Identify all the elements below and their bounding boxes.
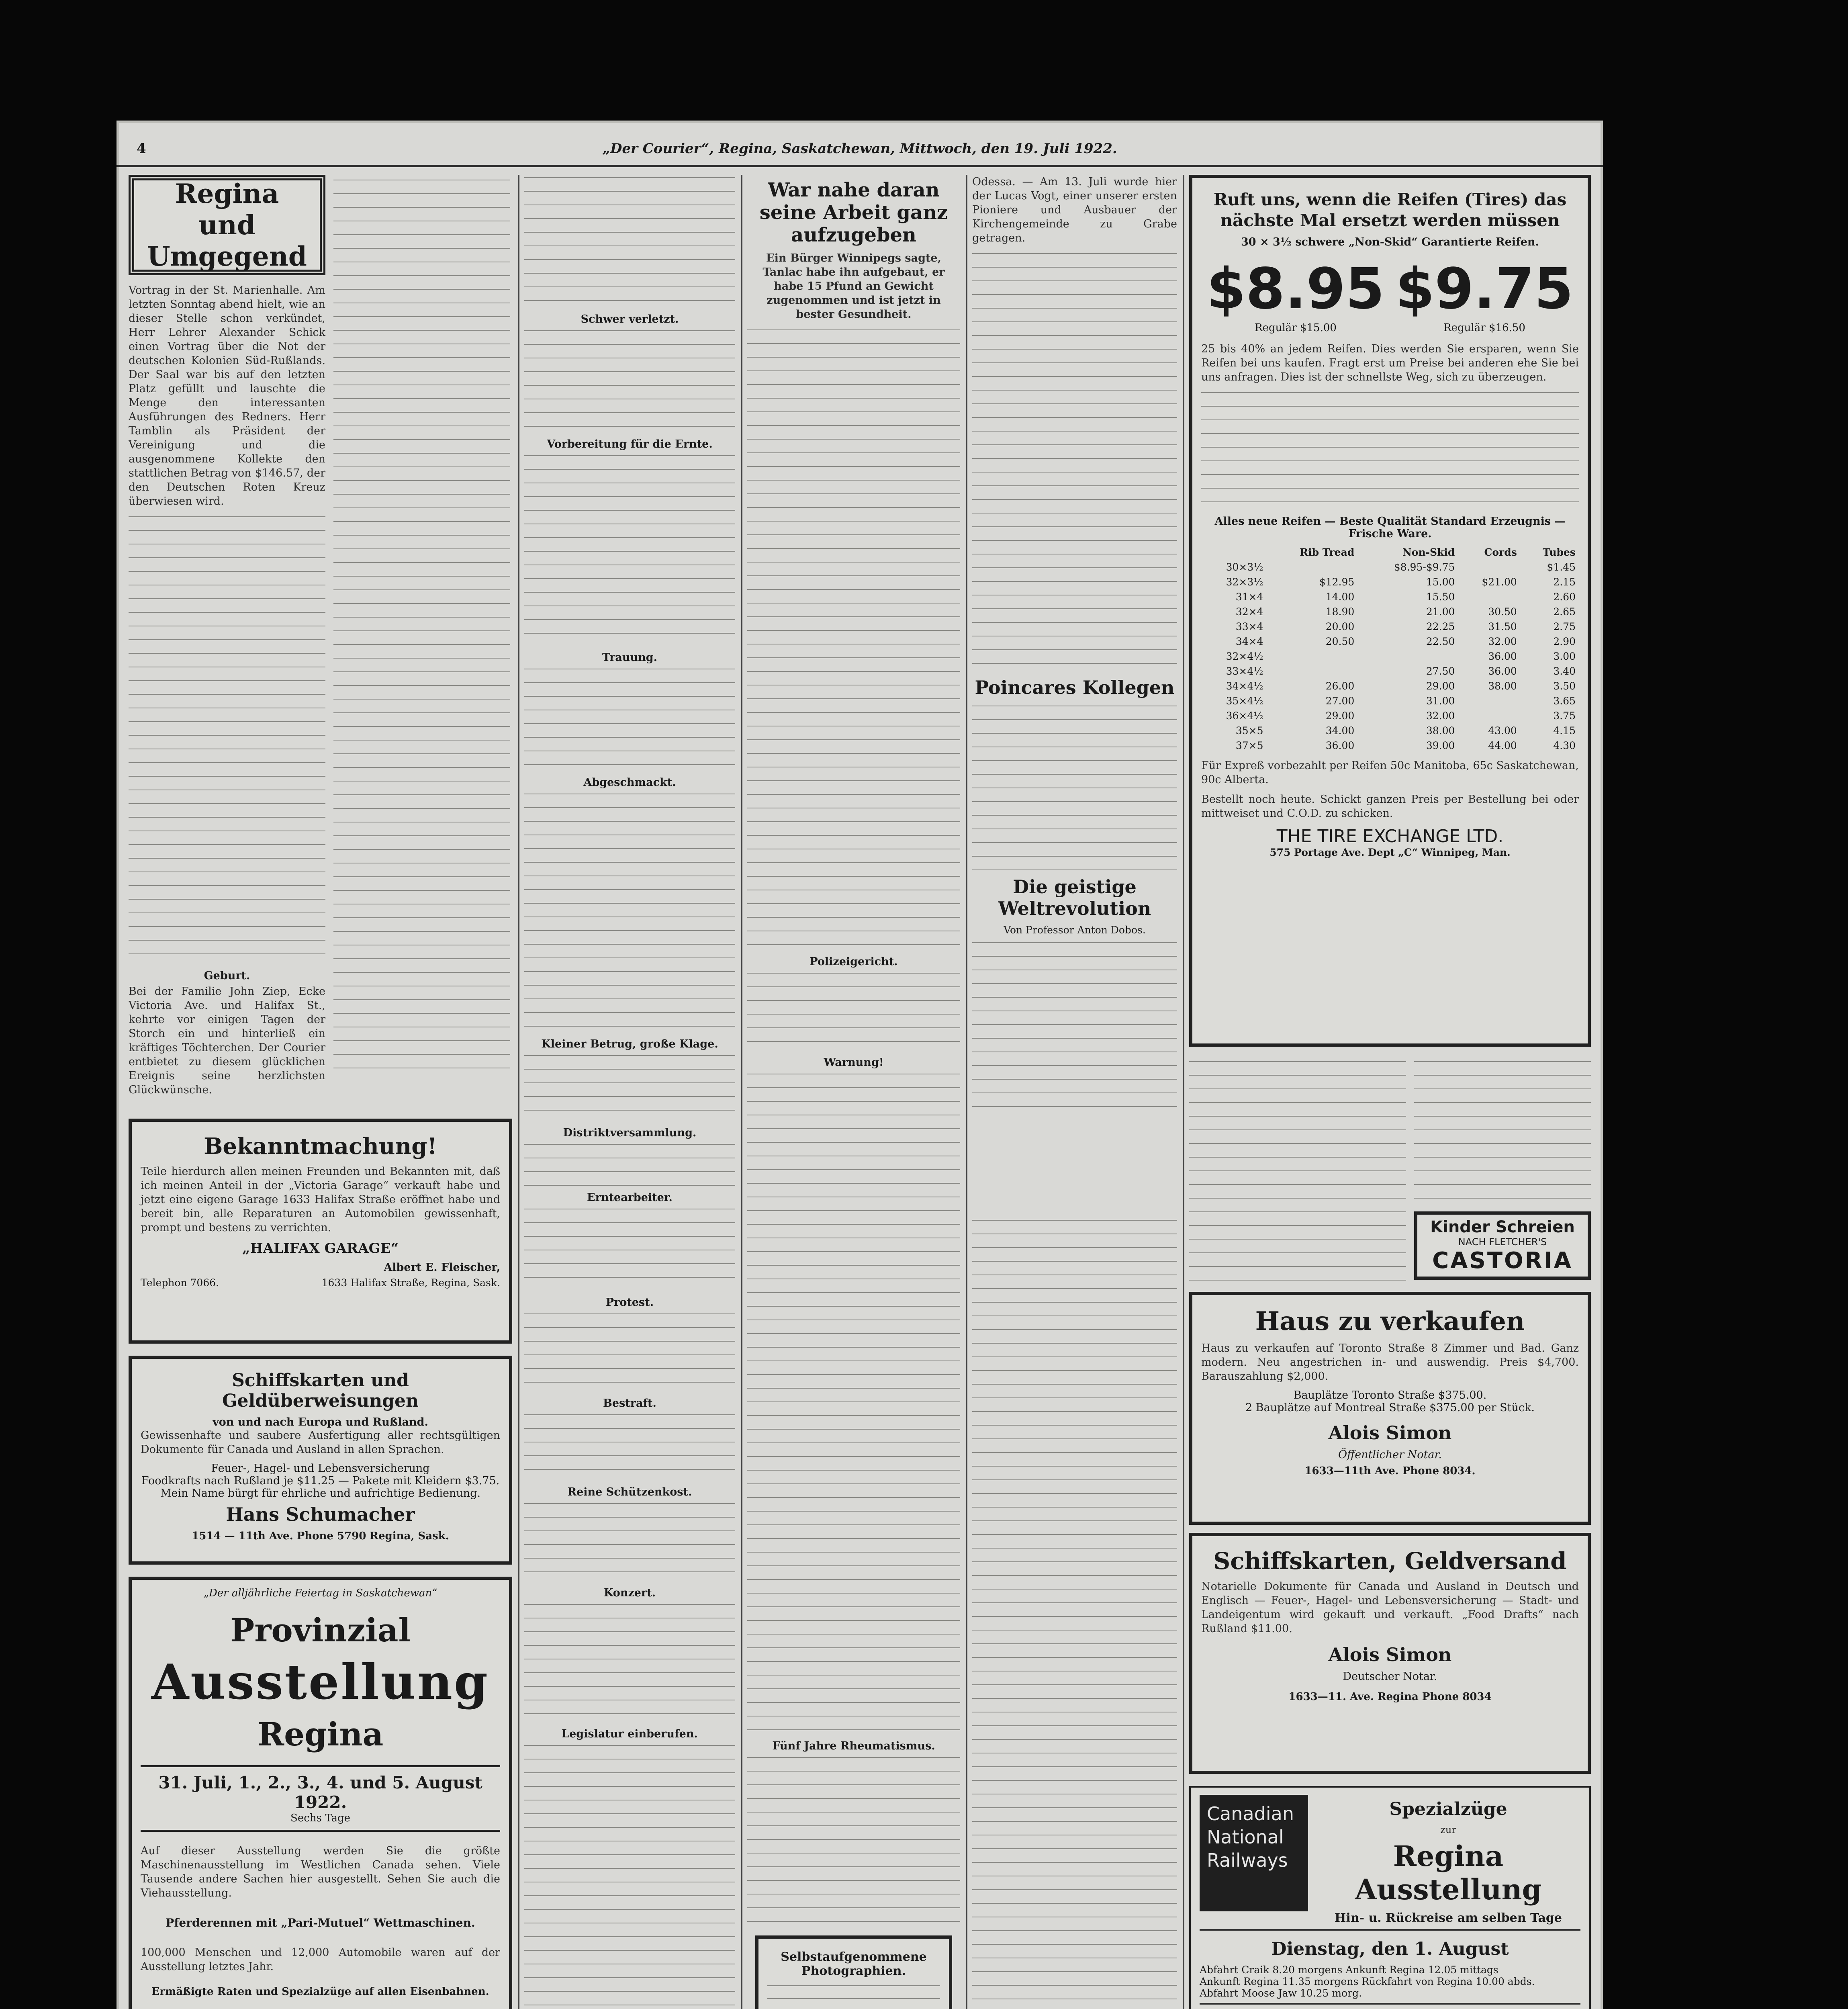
table-cell: 22.25 [1426,621,1455,632]
price-note: Regulär $15.00 [1255,322,1337,334]
ship-tickets-ad [129,1356,512,1565]
table-header-cell: Non-Skid [1402,546,1455,558]
table-cell: 38.00 [1488,680,1517,692]
article-heading: Konzert. [603,1587,656,1599]
table-cell: 2.60 [1553,591,1576,603]
ad-title: Schiffskarten, Geldversand [1213,1547,1567,1575]
table-row [1201,679,1579,694]
ad-title: Ausstellung [151,1654,489,1710]
ad-line: Foodkrafts nach Rußland je $11.25 — Pakete mit Kleidern $3.75. [141,1475,500,1487]
table-cell: 3.00 [1553,651,1576,662]
article-heading: Fünf Jahre Rheumatismus. [772,1740,935,1752]
ad-title: Bekanntmachung! [204,1133,437,1160]
ad-body: Notarielle Dokumente für Canada und Ausland in Deutsch und Englisch — Feuer-, Hagel- und Lebensversicherung — Stadt- und Landeigentum wird gekauft und verkauft. „Food Drafts“ nach Rußland $11.00. [1201,1580,1579,1635]
train-day-2 [1200,2003,1580,2009]
exhibition-ad [129,1577,512,2009]
ad-title: Regina [257,1715,384,1753]
masthead-bar [117,121,1603,167]
article-heading: Distriktversammlung. [563,1127,697,1139]
table-cell: 3.50 [1553,680,1576,692]
ad-subtitle: 30 × 3½ schwere „Non-Skid“ Garantierte Reifen. [1241,236,1539,248]
table-cell: 29.00 [1426,680,1455,692]
price-note: Regulär $16.50 [1443,322,1525,334]
table-cell: 31.00 [1426,695,1455,707]
newspaper-page [117,121,1603,2009]
table-cell: 22.50 [1426,636,1455,647]
table-cell: 36.00 [1488,651,1517,662]
ad-title: Schiffskarten und Geldüberweisungen [222,1370,419,1411]
section-heading: Regina und Umgegend [147,178,307,272]
table-cell: 33×4½ [1226,665,1263,677]
table-cell [1267,664,1358,679]
ad-address: 1633 Halifax Straße, Regina, Sask. [321,1277,500,1289]
ad-signature: Albert E. Fleischer, [384,1261,500,1274]
ad-line: Gewissenhafte und saubere Ausfertigung aller rechtsgültigen Dokumente für Canada und Ausland in allen Sprachen. [141,1429,500,1456]
tire-price-table [1201,545,1579,753]
ad-line: NACH FLETCHER'S [1458,1236,1547,1248]
article-headline: Die geistige Weltrevolution [998,876,1151,919]
ad-title: Selbstaufgenommene Photographien. [781,1950,927,1978]
table-cell: 31×4 [1235,591,1263,603]
table-row [1201,694,1579,708]
table-cell: 43.00 [1488,725,1517,736]
table-cell: 3.40 [1553,665,1576,677]
ad-footer: 1514 — 11th Ave. Phone 5790 Regina, Sask. [192,1530,449,1542]
column-1 [129,175,512,2009]
exhibition-days: Sechs Tage [290,1812,350,1824]
table-cell: 32×4 [1235,606,1263,618]
ad-body: Haus zu verkaufen auf Toronto Straße 8 Zimmer und Bad. Ganz modern. Neu angestrichen in- und auswendig. Preis $4,700. Barauszahlung $2,000. [1201,1342,1579,1383]
table-cell: 33×4 [1235,621,1263,632]
table-cell: 18.90 [1325,606,1355,618]
tire-exchange-ad [1189,175,1591,1047]
cnr-logo: Canadian National Railways [1200,1795,1308,1911]
schedule-line: Abfahrt Moose Jaw 10.25 morg. [1200,1987,1362,1999]
table-row [1201,589,1579,604]
table-cell: 44.00 [1488,740,1517,751]
table-cell: 4.30 [1553,740,1576,751]
table-header-cell: Cords [1484,546,1517,558]
ad-line: von und nach Europa und Rußland. [213,1416,428,1428]
company-name: THE TIRE EXCHANGE LTD. [1276,826,1504,847]
article-heading: Erntearbeiter. [587,1191,673,1204]
table-cell: 32.00 [1426,710,1455,722]
ad-phone: Telephon 7066. [141,1277,219,1289]
table-cell [1458,708,1520,723]
article-text-block [129,514,325,964]
masthead-title: „Der Courier“, Regina, Saskatchewan, Mittwoch, den 19. Juli 1922. [602,141,1117,157]
table-cell: $8.95-$9.75 [1394,561,1455,573]
company-address: 575 Portage Ave. Dept „C“ Winnipeg, Man. [1269,847,1511,858]
table-cell: 37×5 [1235,740,1263,751]
table-cell: 32.00 [1488,636,1517,647]
ad-body: Teile hierdurch allen meinen Freunden und Bekannten mit, daß ich meinen Anteil in der „Victoria Garage“ verkauft habe und jetzt eine eigene Garage 1633 Halifax Straße eröffnet habe und bereit bin, alle Reparaturen an Automobilen gewissenhaft, prompt und bestens zu verrichten. [141,1165,500,1234]
table-cell [1458,589,1520,604]
table-row [1201,560,1579,575]
article-byline: Von Professor Anton Dobos. [1004,924,1146,936]
table-cell: 29.00 [1325,710,1355,722]
ad-body: Auf dieser Ausstellung werden Sie die größte Maschinenausstellung im Westlichen Canada sehen. Viele Tausende andere Sachen hier ausgestellt. Sehen Sie auch die Viehausstellung. [141,1845,500,1899]
table-cell: 3.75 [1553,710,1576,722]
table-cell [1267,560,1358,575]
table-cell: 27.00 [1325,695,1355,707]
table-row [1201,575,1579,589]
article-heading: Polizeigericht. [810,955,898,968]
table-row [1201,634,1579,649]
article-heading: Abgeschmackt. [583,776,676,789]
table-header-cell: Rib Tread [1300,546,1355,558]
castoria-logo: CASTORIA [1432,1248,1573,1274]
table-cell: 34×4 [1235,636,1263,647]
ad-role: Öffentlicher Notar. [1338,1448,1442,1461]
article-text-block [972,251,1177,673]
table-cell: 2.90 [1553,636,1576,647]
table-cell: 20.50 [1325,636,1355,647]
ad-title: Spezialzüge [1389,1799,1507,1819]
table-cell: 4.15 [1553,725,1576,736]
table-cell: 15.50 [1426,591,1455,603]
table-cell: 38.00 [1426,725,1455,736]
table-cell: 21.00 [1426,606,1455,618]
ad-line: Feuer-, Hagel- und Lebensversicherung [211,1462,430,1475]
table-row [1201,738,1579,753]
table-cell [1458,694,1520,708]
schedule-line: Abfahrt Craik 8.20 morgens Ankunft Regina 12.05 mittags [1200,1964,1498,1976]
announcement-ad [129,1119,512,1344]
table-cell: 27.50 [1426,665,1455,677]
photo-studio-ad [755,1935,952,2009]
ad-footer: 1633—11th Ave. Phone 8034. [1304,1465,1476,1477]
exhibition-dates: 31. Juli, 1., 2., 3., 4. und 5. August 1922. [158,1773,482,1812]
garage-name: „HALIFAX GARAGE“ [242,1240,399,1256]
ad-body: 25 bis 40% an jedem Reifen. Dies werden Sie ersparen, wenn Sie Reifen bei uns kaufen. Fragt erst um Preise bei anderen ehe Sie bei uns anfragen. Dies ist der schnellste Weg, sich zu überzeugen. [1201,343,1579,383]
ad-role: Deutscher Notar. [1343,1670,1437,1683]
article-birth: Bei der Familie John Ziep, Ecke Victoria Ave. und Halifax St., kehrte vor einigen Tagen der Storch ein und hinterließ ein kräftiges Töchterchen. Der Courier entbietet zu diesem glücklichen Ereignis seine herzlichsten Glückwünsche. [129,985,325,1096]
table-cell: $1.45 [1547,561,1576,573]
article-text-block [524,175,735,307]
ad-name: Alois Simon [1328,1644,1452,1665]
table-cell [1458,560,1520,575]
special-trains-ad [1189,1786,1591,2009]
table-cell: 31.50 [1488,621,1517,632]
table-header-cell [1201,545,1267,560]
table-cell [1357,649,1458,664]
column-5 [1189,175,1591,2009]
price-large: $8.95 [1206,256,1385,322]
ad-title: Provinzial [230,1611,411,1649]
article-heading: Bestraft. [603,1397,656,1410]
table-cell: 2.65 [1553,606,1576,618]
table-cell: 3.65 [1553,695,1576,707]
table-cell: 15.00 [1426,576,1455,588]
article-heading: Vorbereitung für die Ernte. [547,438,713,450]
ad-tagline: „Der alljährliche Feiertag in Saskatchewan“ [203,1587,437,1599]
table-row [1201,723,1579,738]
article-heading: Trauung. [602,651,658,664]
ad-line: 2 Bauplätze auf Montreal Straße $375.00 per Stück. [1245,1401,1535,1414]
article-text-block [972,1217,1177,2009]
column-4 [972,175,1177,1219]
table-cell: $21.00 [1482,576,1517,588]
article-heading: Warnung! [824,1056,884,1069]
article-heading: Protest. [605,1296,654,1309]
article-text-block [333,177,510,1069]
house-for-sale-ad [1189,1292,1591,1525]
column-2 [524,175,735,2009]
article-heading: Reine Schützenkost. [567,1486,692,1498]
article-lead: Ein Bürger Winnipegs sagte, Tanlac habe ihn aufgebaut, er habe 15 Pfund an Gewicht zugenommen und ist jetzt in bester Gesundheit. [763,252,945,321]
article-text-block [1189,1059,1406,1284]
page-number: 4 [137,141,146,157]
ad-name: Hans Schumacher [226,1504,415,1525]
table-cell: 35×4½ [1226,695,1263,707]
ad-line: Ermäßigte Raten und Spezialzüge auf allen Eisenbahnen. [151,1986,489,1998]
train-day-1 [1200,1929,1580,1999]
ad-title: Haus zu verkaufen [1255,1306,1525,1336]
ad-title: Ruft uns, wenn die Reifen (Tires) das nächste Mal ersetzt werden müssen [1213,190,1567,230]
table-row [1201,619,1579,634]
section-header-box [129,175,325,275]
article-headline: War nahe daran seine Arbeit ganz aufzugeben [759,179,948,246]
ad-zur: zur [1440,1824,1456,1835]
article-dateline: Odessa. — Am 13. Juli wurde hier der Lucas Vogt, einer unserer ersten Pioniere und Ausbauer der Kirchengemeinde zu Grabe getragen. [972,176,1177,244]
table-cell: 2.75 [1553,621,1576,632]
table-title: Alles neue Reifen — Beste Qualität Standard Erzeugnis — Frische Ware. [1214,515,1566,540]
article-heading: Legislatur einberufen. [562,1728,698,1740]
table-cell: 30×3½ [1226,561,1263,573]
article-text-block [747,327,960,950]
article-heading: Kleiner Betrug, große Klage. [541,1038,718,1050]
day-heading: Dienstag, den 1. August [1271,1939,1509,1959]
ad-name: Alois Simon [1328,1422,1452,1444]
table-cell: 20.00 [1325,621,1355,632]
ad-footer: 1633—11. Ave. Regina Phone 8034 [1288,1691,1492,1703]
article-heading: Schwer verletzt. [581,313,679,325]
table-row [1201,708,1579,723]
schedule-line: Ankunft Regina 11.35 morgens Rückfahrt von Regina 10.00 abds. [1200,1976,1535,1987]
table-row [1201,604,1579,619]
ad-order-note: Bestellt noch heute. Schickt ganzen Preis per Bestellung bei oder mittweiset und C.O.D. zu schicken. [1201,793,1579,820]
table-row [1201,664,1579,679]
table-cell: 2.15 [1553,576,1576,588]
ad-event: Regina Ausstellung [1355,1839,1542,1906]
article-lecture: Vortrag in der St. Marienhalle. Am letzten Sonntag abend hielt, wie an dieser Stelle schon verkündet, Herr Lehrer Alexander Schick einen Vortrag über die Not der deutschen Kolonien Süd-Rußlands. Der Saal war bis auf den letzten Platz gefüllt und lauschte die Menge den interessanten Ausführungen des Redners. Herr Tamblin als Präsident der Vereinigung und die ausgenommene Kollekte den stattlichen Betrag von $146.57, der den Deutschen Roten Kreuz überwiesen wird. [129,284,325,507]
ad-note: Für Expreß vorbezahlt per Reifen 50c Manitoba, 65c Saskatchewan, 90c Alberta. [1201,759,1579,786]
table-row [1201,649,1579,664]
column-3 [747,175,960,2009]
table-cell: 34.00 [1325,725,1355,736]
table-cell: 14.00 [1325,591,1355,603]
column-rule [966,175,967,2009]
table-header-cell: Tubes [1543,546,1576,558]
column-rule [518,175,519,2009]
ad-line: Kinder Schreien [1430,1218,1575,1236]
ship-tickets-ad-2 [1189,1533,1591,1774]
castoria-ad [1414,1211,1591,1280]
table-cell: 36×4½ [1226,710,1263,722]
table-cell: 35×5 [1235,725,1263,736]
ad-line: Bauplätze Toronto Straße $375.00. [1293,1389,1487,1401]
ad-line: 100,000 Menschen und 12,000 Automobile waren auf der Ausstellung letztes Jahr. [141,1946,500,1973]
table-cell: 39.00 [1426,740,1455,751]
table-cell: 34×4½ [1226,680,1263,692]
ad-line: Mein Name bürgt für ehrliche und aufrichtige Bedienung. [160,1487,481,1500]
ad-line: Pferderennen mit „Pari-Mutuel“ Wettmaschinen. [166,1916,475,1929]
table-cell: 32×3½ [1226,576,1263,588]
table-cell: 30.50 [1488,606,1517,618]
table-cell: 36.00 [1325,740,1355,751]
table-cell [1267,649,1358,664]
article-headline: Poincares Kollegen [975,677,1175,698]
column-rule [741,175,742,2009]
table-cell: $12.95 [1319,576,1355,588]
ad-tagline: Hin- u. Rückreise am selben Tage [1335,1911,1562,1925]
table-cell: 32×4½ [1226,651,1263,662]
table-cell: 26.00 [1325,680,1355,692]
table-cell: 36.00 [1488,665,1517,677]
price-large: $9.75 [1395,256,1574,322]
article-heading: Geburt. [204,970,250,982]
